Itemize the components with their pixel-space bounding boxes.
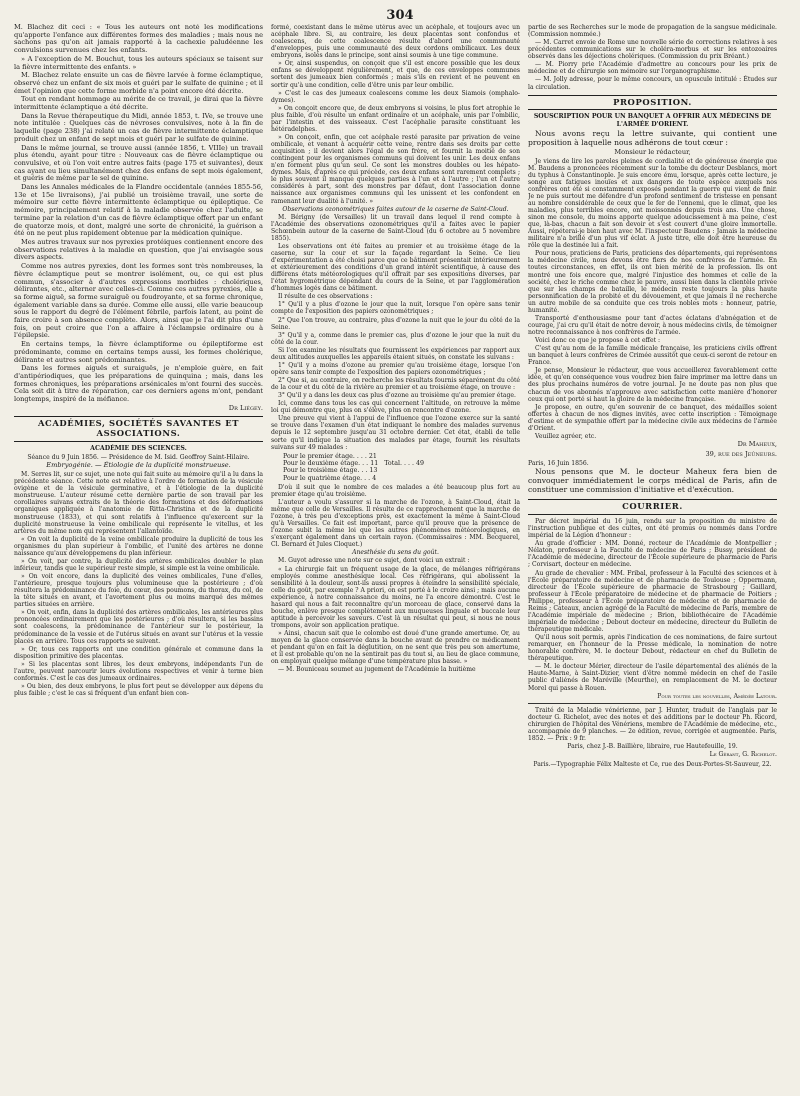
- column-2: [271, 24, 520, 1090]
- paragraph: 2° Que l'on trouve, au contraire, plus d'ozone la nuit que le jour du côté de la Seine.: [271, 316, 520, 331]
- paragraph: — M. Carret envoie de Rome une nouvelle série de corrections relatives à ses précédentes communications sur le choléra-morbus et sur les entozoaires observés dans les déjections cholériques. (Commission du prix Bréant.): [528, 39, 777, 61]
- row-value: 4: [372, 474, 377, 482]
- paragraph: — M. Jolly adresse, pour le même concours, un opuscule intitulé : Études sur la circulation.: [528, 76, 777, 91]
- paragraph: « La chirurgie fait un fréquent usage de la glace, de mélanges réfrigérans employés comme anesthésique local. Ces réfrigérans, qui abolissent la sensibilité à la douleur, sont-ils aussi propres à éteindre la sensibilité spéciale, celle du goût, par exemple ? A priori, on est porté à le croire ainsi ; mais aucune expérience, à notre connaissance du moins, ne l'a encore démontré. C'est le hasard qui nous a fait reconnaître qu'un morceau de glace, conservé dans la bouche, enlève presque complètement aux muqueuses linguale et buccale leur aptitude à percevoir les saveurs. C'est là un résultat qui peut, si nous ne nous trompons, avoir son application pratique.: [271, 565, 520, 629]
- paragraph: formé, coexistant dans le même utérus avec un acéphale, et toujours avec un acéphale libre. Si, au contraire, les deux placentas sont confondus et coalescens, de cette coalescence résulte d'abord une communauté d'enveloppes, puis une communauté des deux cordons ombilicaux. Les deux embryons, isolés dans le principe, sont ainsi soumis à une tige commune.: [271, 24, 520, 60]
- paragraph: Tout en rendant hommage au mérite de ce travail, je dirai que la fièvre intermittente éclamptique a été décrite.: [14, 95, 263, 112]
- paragraph: » On voit, par contre, la duplicité des artères ombilicales doubler le plan inférieur, tandis que le supérieur reste simple, si simple est la veine ombilicale.: [14, 557, 263, 572]
- table-row: [283, 467, 520, 474]
- table-row: [283, 453, 520, 460]
- paragraph: 3° Qu'il y a, comme dans le premier cas, plus d'ozone le jour que la nuit du côté de la cour.: [271, 331, 520, 346]
- observations-title: Observations ozonométriques faites autour de la caserne de Saint-Cloud.: [282, 205, 509, 213]
- souscription-title: SOUSCRIPTION POUR UN BANQUET A OFFRIR AUX MÉDECINS DE L'ARMÉE D'ORIENT.: [533, 113, 772, 128]
- paragraph: 1° Qu'il y a moins d'ozone au premier qu'au troisième étage, lorsque l'on opère sans tenir compte de l'exposition des papiers ozonométriques ;: [271, 361, 520, 376]
- paragraph: Au grade d'officier : MM. Donné, recteur de l'Académie de Montpellier ; Nélaton, professeur à la Faculté de médecine de Paris ; Bussy, président de l'Académie de médecine, directeur de l'École supérieure de pharmacie de Paris ; Corvisart, docteur en médecine.: [528, 540, 777, 569]
- paragraph: 2° Que si, au contraire, on recherche les résultats fournis séparément du côté de la cour et du côté de la rivière au premier et au troisième étage, on trouve :: [271, 377, 520, 392]
- courrier-title: COURRIER.: [528, 499, 777, 515]
- row-label: Pour le deuxième étage. . .: [283, 459, 369, 467]
- divider: [528, 703, 777, 704]
- page-number: 304: [386, 8, 414, 23]
- paragraph: Mes autres travaux sur nos pyrexies protéiques contiennent encore des observations relatives à la maladie en question, que j'ai envisagée sous divers aspects.: [14, 237, 263, 262]
- patients-table: [283, 453, 520, 482]
- column-3: [528, 24, 777, 1090]
- paragraph: 1° Qu'il y a plus d'ozone le jour que la nuit, lorsque l'on opère sans tenir compte de l'exposition des papiers ozonométriques ;: [271, 301, 520, 316]
- session-line: Séance du 9 Juin 1856. — Présidence de M. Isid. Geoffroy Saint-Hilaire.: [27, 454, 250, 462]
- paragraph: C'est qu'au nom de la famille médicale française, les praticiens civils offrent un banquet à leurs confrères de Crimée aussitôt que ceux-ci seront de retour en France.: [528, 345, 777, 367]
- paragraph: Dans le même journal, se trouve aussi (année 1856, t. VIIIe) un travail plus étendu, ayant pour titre : Nouveaux cas de fièvre éclamptique ou convulsive, et où l'on voit entre autres faits (page 175 et suivantes), deux cas ayant eu lieu simultanément chez des enfans de sept mois également, et guéris de même par le sel de quinine.: [14, 143, 263, 183]
- paragraph: D'où il suit que le nombre de ces malades a été beaucoup plus fort au premier étage qu'au troisième.: [271, 483, 520, 498]
- signature: Dr Liégey.: [228, 403, 263, 412]
- paragraph: Qu'il nous soit permis, après l'indication de ces nominations, de faire surtout remarquer, en l'honneur de la Presse médicale, la nomination de notre honorable confrère, M. le docteur Debout, rédacteur en chef du Bulletin de thérapeutique.: [528, 634, 777, 663]
- paragraph: » On conçoit, enfin, que cet acéphale resté parasite par privation de veine ombilicale, et venant à acquérir cette veine, rentre dans ses droits par cette acquisition ; il devient alors l'égal de son frère, et fournit la moitié de son contingent pour les organismes communs qui doivent les unir. Les deux enfans n'en forment plus qu'un seul. Ce sont les monstres doubles ou les hépato-dymes. Mais, d'après ce qui précède, ces deux enfans sont rarement complets ; le plus souvent il manque quelques parties à l'un et à l'autre ; l'un et l'autre considérés à part, sont des monstres par défaut, dont l'association donne naissance aux organismes communs qui les unissent et les confondent en ramenant leur dualité à l'unité. »: [271, 133, 520, 205]
- paragraph: Ici, comme dans tous les cas qui concernent l'altitude, on retrouve la même loi qui démontre que, plus on s'élève, plus on rencontre d'ozone.: [271, 400, 520, 415]
- paragraph: Veuillez agréer, etc.: [535, 432, 597, 440]
- paragraph: « On voit la duplicité de la veine ombilicale produire la duplicité de tous les organismes du plan supérieur à l'ombilic, et l'unité des artères ne donne naissance qu'aux développemens du plan inférieur.: [14, 535, 263, 557]
- book-notice: Traité de la Maladie vénérienne, par J. Hunter, traduit de l'anglais par le docteur G. Richelot, avec des notes et des additions par le docteur Ph. Ricord, chirurgien de l'hôpital des Vénériens, membre de l'Académie de médecine, etc., accompagnée de 9 planches. — 2e édition, revue, corrigée et augmentée. Paris, 1852. — Prix : 9 fr.: [528, 706, 777, 742]
- section-title: ACADÉMIES, SOCIÉTÉS SAVANTES ET ASSOCIATIONS.: [14, 416, 263, 442]
- paragraph: Transporté d'enthousiasme pour tant d'actes éclatans d'abnégation et de courage, j'ai cru qu'il était de notre devoir, à nous médecins civils, de témoigner notre reconnaissance à nos confrères de l'armée.: [528, 314, 777, 336]
- letter-address: 39, rue des Jeûneurs.: [705, 449, 777, 458]
- paragraph: Dans les formes aiguës et suraiguës, je n'emploie guère, en fait d'antipériodiques, que les préparations de quinquina ; mais, dans les formes chroniques, les préparations arsénicales m'ont fourni des succès. Cela soit dit à titre de réparation, car ces derniers agens m'ont, pendant longtemps, inspiré de la méfiance.: [14, 364, 263, 404]
- paragraph: » A l'exception de M. Bouchut, tous les auteurs spéciaux se taisent sur la fièvre intermittente des enfants. »: [14, 54, 263, 71]
- paragraph: » On voit encore, dans la duplicité des veines ombilicales, l'une d'elles, l'antérieure, presque toujours plus volumineuse que la postérieure ; d'où résultera la prédominance du foie, du cœur, des poumons, du thorax, du col, de la tête situés en avant, et l'avortement plus ou moins marqué des mêmes parties situées en arrière.: [14, 573, 263, 609]
- paragraph: Dans la Revue thérapeutique du Midi, année 1853, t. IVe, se trouve une note intitulée : Quelques cas de névroses convulsives, note à la fin de laquelle (page 238) j'ai relaté un cas de fièvre intermittente éclamptique produit chez un enfant de sept mois et guéri par le sulfate de quinine.: [14, 111, 263, 143]
- row-label: Pour le quatrième étage. . .: [283, 474, 371, 482]
- paragraph: Je pense, Monsieur le rédacteur, que vous accueillerez favorablement cette idée, et qu'en conséquence vous voudrez bien faire imprimer ma lettre dans un des plus prochains numéros de votre journal. Je ne doute pas non plus que chacun de vos abonnés n'approuve avec satisfaction cette manière d'honorer ceux qui ont porté si haut la gloire de la médecine française.: [528, 367, 777, 403]
- paragraph: Je viens de lire les paroles pleines de cordialité et de généreuse énergie que M. Baudens a prononcées récemment sur la tombe du docteur Desblancs, mort du typhus à Constantinople. Je suis encore ému, lorsque, après cette lecture, je songe aux fatigues inouïes et aux dangers de toute espèce auxquels nos confrères ont été si constamment exposés pendant la guerre qui vient de finir. Je ne puis surtout me défendre d'un profond sentiment de tristesse en pensant au nombre considérable de ceux que le fer de l'ennemi, que le climat, que les maladies, plus terribles encore, ont moissonnés depuis trois ans. Une chose, sinon me console, du moins apporte quelque adoucissement à ma peine, c'est que, là-bas, chacun a fait son devoir et s'est couvert d'une gloire immortelle. Aussi, répéterai-je bien haut avec M. l'inspecteur Baudens : Jamais la médecine militaire n'a brillé d'un plus vif éclat. A juste titre, elle doit être heureuse du rôle que la destinée lui a fait.: [528, 157, 777, 250]
- paragraph: » Or, tous ces rapports ont une condition générale et commune dans la disposition primitive des placentas.: [14, 645, 263, 660]
- table-total: Total. . . . 49: [384, 459, 425, 467]
- row-value: 11: [370, 459, 379, 467]
- academy-report: [14, 471, 263, 697]
- paragraph: M. Blachez relate ensuite un cas de fièvre larvée à forme éclamptique, observé chez un enfant de six mois et guéri par le sulfate de quinine ; et il émet l'opinion que cette forme morbide n'a point encore été décrite.: [14, 71, 263, 95]
- paragraph: Je propose, en outre, qu'en souvenir de ce banquet, des médailles soient offertes à chacun de nos dignes invités, avec cette inscription : Témoignage d'estime et de sympathie offert par la médecine civile aux médecins de l'armée d'Orient.: [528, 403, 777, 432]
- letter-signature: Dr Maheux,: [737, 439, 777, 448]
- paragraph: » Or, ainsi suspendus, on conçoit que s'il est encore possible que les deux enfans se développent régulièrement, et que, de ces enveloppes communes sortent des jumeaux bien conformés ; mais s'ils en revient et ne peuvent en sortir qu'à une condition, celle d'être unis par leur ombilic.: [271, 60, 520, 89]
- courrier-body: [528, 518, 777, 769]
- proposition-title: PROPOSITION.: [528, 95, 777, 111]
- paragraph: M. Guyot adresse une note sur ce sujet, dont voici un extrait :: [278, 557, 470, 565]
- paragraph: Au grade de chevalier : MM. Fribal, professeur à la Faculté des sciences et à l'École préparatoire de médecine et de pharmacie de Toulouse ; Oppermann, directeur de l'École supérieure de pharmacie de Strasbourg ; Gaillard, professeur à l'École préparatoire de médecine et de pharmacie de Poitiers ; Philippe, professeur à l'École préparatoire de médecine et de pharmacie de Reims ; Cateaux, ancien agrégé de la Faculté de médecine de Paris, membre de l'Académie impériale de médecine ; Brion, bibliothécaire de l'Académie impériale de médecine ; Debout docteur en médecine, directeur du Bulletin de thérapeutique médicale.: [528, 569, 777, 634]
- paragraph: — M. Piorry prie l'Académie d'admettre au concours pour les prix de médecine et de chirurgie son mémoire sur l'organographisme.: [528, 61, 777, 76]
- paragraph: » Ou bien, des deux embryons, le plus fort peut se développer aux dépens du plus faible ; c'est le cas si fréquent d'un enfant bien con-: [14, 682, 263, 697]
- intro-text: Nous avons reçu la lettre suivante, qui contient une proposition à laquelle nous adhérons de tout cœur :: [528, 128, 777, 147]
- printer-line: Paris.—Typographie Félix Malteste et Ce, rue des Deux-Portes-St-Sauveur, 22.: [533, 761, 772, 769]
- letter-date: Paris, 16 Juin 1856.: [528, 460, 589, 468]
- conclusion-text: Nous pensons que M. le docteur Maheux fera bien de convoquer immédiatement le corps médical de Paris, afin de constituer une commission d'initiative et d'exécution.: [528, 467, 777, 495]
- salutation: Monsieur le rédacteur,: [614, 147, 691, 156]
- table-row: [283, 460, 520, 467]
- paragraph: — M. le docteur Mérier, directeur de l'asile départemental des aliénés de la Haute-Marne, à Saint-Dizier, vient d'être nommé médecin en chef de l'asile public d'aliénés de Maréville (Meurthe), en remplacement de M. le docteur Morel qui passe à Rouen.: [528, 663, 777, 692]
- column-1: [14, 24, 263, 1090]
- paragraph: M. Serres lit, sur ce sujet, une note qui fait suite au mémoire qu'il a lu dans la précédente séance. Cette note est relative à l'ordre de formation de la vésicule ovigène et de la vésicule germinative, et à l'étiologie de la duplicité monstrueuse. L'auteur résume cette dernière partie de son travail par les corollaires suivans extraits de la théorie des formations et des déformations organiques appliquée à l'anatomie de Ritta-Christina et de la duplicité monstrueuse (1833), et qui sont relatifs à l'influence qu'exercent sur la duplicité monstrueuse la veine ombilicale qui représente le vitellus, et les artères du même nom qui représentent l'allantoïde.: [14, 471, 263, 535]
- paragraph: » C'est le cas des jumeaux coalescens comme les deux Siamois (omphalo-dymes).: [271, 89, 520, 104]
- paragraph: — M. Bouniceau soumet au jugement de l'Académie la huitième: [278, 666, 476, 674]
- paragraph: Il résulte de ces observations :: [278, 293, 373, 301]
- paragraph: Une preuve qui vient à l'appui de l'influence que l'ozone exerce sur la santé se trouve dans l'examen d'un état indiquant le nombre des malades survenus depuis le 12 septembre jusqu'au 31 octobre dernier. Cet état, établi de telle sorte qu'il indique la situation des malades par étage, fournit les résultats suivans sur 49 malades :: [271, 415, 520, 451]
- paragraph: 3° Qu'il y a dans les deux cas plus d'ozone au troisième qu'au premier étage.: [278, 392, 516, 400]
- letter-body: [528, 158, 777, 440]
- paragraph: » On conçoit encore que, de deux embryons si voisins, le plus fort atrophie le plus faible, d'où résulte un enfant ordinaire et un acéphale, unis par l'ombilic, par l'intestin et des vaisseaux. C'est l'acéphalie parasite constituant les hétéradelphes.: [271, 104, 520, 133]
- paragraph: M. Bérigny (de Versailles) lit un travail dans lequel il rend compte à l'Académie des observations ozonométriques qu'il a faites avec le papier Schœnbein autour de la caserne de Saint-Cloud (du 6 octobre au 5 novembre 1855).: [271, 213, 520, 242]
- paragraph: » Si les placentas sont libres, les deux embryons, indépendants l'un de l'autre, peuvent parcourir leurs évolutions respectives et venir à terme bien conformés. C'est le cas des jumeaux ordinaires.: [14, 660, 263, 682]
- anesthesie-title: Anesthésie du sens du goût.: [352, 549, 439, 557]
- paragraph: Comme nos autres pyrexies, dont les formes sont très nombreuses, la fièvre éclamptique peut se montrer isolément, ou, ce qui est plus commun, s'associer à d'autres expressions morbides : cholériques, délirantes, etc., alterner avec celles-ci. Comme ces autres pyrexies, elle a sa forme aiguë, sa forme suraiguë ou foudroyante, et sa forme chronique, également variable dans sa durée. Comme elle aussi, elle varie beaucoup sous le rapport du degré de l'élément fébrile, parfois latent, au point de faire croire à son absence complète. Alors, ainsi que je l'ai dit plus d'une fois, on peut croire que l'on a affaire à l'éclampsie ordinaire ou à l'épilepsie.: [14, 262, 263, 340]
- row-label: Pour le troisième étage. . .: [283, 467, 368, 475]
- paragraph: Par décret impérial du 16 juin, rendu sur la proposition du ministre de l'instruction publique et des cultes, ont été promus ou nommés dans l'ordre impérial de la Légion d'honneur :: [528, 518, 777, 540]
- topic-title: Embryogénie. — Étiologie de la duplicité monstrueuse.: [46, 461, 231, 470]
- row-label: Pour le premier étage. . . .: [283, 452, 367, 460]
- paragraph: Voici donc ce que je propose à cet effet :: [535, 337, 661, 345]
- book-publisher: Paris, chez J.-B. Baillière, libraire, rue Hautefeuille, 19.: [567, 742, 738, 750]
- paragraph: L'auteur a voulu s'assurer si la marche de l'ozone, à Saint-Cloud, était la même que celle de Versailles. Il résulte de ce rapprochement que la marche de l'ozone, à très peu d'exceptions près, est exactement la même à Saint-Cloud qu'à Versailles. Ce fait est important, parce qu'il prouve que la présence de l'ozone subit la même loi que les autres phénomènes météorologiques, en s'exerçant également dans un certain rayon. (Commissaires : MM. Becquerel, Cl. Bernard et Jules Cloquet.): [271, 498, 520, 549]
- paragraph: » On voit, enfin, dans la duplicité des artères ombilicales, les antérieures plus prononcées ordinairement que les postérieures ; d'où résultera, si les bassins sont coalescens, la prédominance de l'antérieur sur le postérieur, la prédominance de la vessie et de l'utérus situés en avant sur l'utérus et la vessie placés en arrière. Tous ces rapports se suivent.: [14, 609, 263, 645]
- academy-title: ACADÉMIE DES SCIENCES.: [90, 445, 187, 453]
- paragraph: En certains temps, la fièvre éclamptiforme ou épileptiforme est prédominante, comme en certains temps aussi, les formes cholérique, délirante et autres sont prédominantes.: [14, 340, 263, 364]
- paragraph: Pour nous, praticiens de Paris, praticiens des départements, qui représentons la médecine civile, nous devons être fiers de nos confrères de l'armée. En toutes circonstances, en effet, ils ont bien mérité de la profession. Ils ont montré une fois encore que, malgré l'injustice des hommes et celle de la société, chez le riche comme chez le pauvre, aussi bien dans la clientèle privée que sur les champs de bataille, le médecin reste toujours la plus haute personnification de la probité et du dévouement, et que jamais il ne recherche un autre mobile de sa conduite que ces trois nobles mots : honneur, patrie, humanité.: [528, 250, 777, 314]
- row-value: 13: [369, 467, 378, 475]
- paragraph: Si l'on examine les résultats que fournissent les expériences par rapport aux deux altitudes auxquelles les appareils étaient situés, on constate les suivans :: [271, 346, 520, 361]
- paragraph: partie de ses Recherches sur le mode de propagation de la sangsue médicinale. (Commission nommée.): [528, 24, 777, 39]
- columns: [14, 24, 786, 1090]
- paragraph: » Ainsi, chacun sait que le colombo est doué d'une grande amertume. Or, au moyen de la glace conservée dans la bouche avant de prendre ce médicament et pendant qu'on en fait la déglutition, on ne sent que très peu son amertume, et il est probable qu'on ne la sentirait pas du tout si, au lieu de glace commune, on employait quelque mélange d'une température plus basse. »: [271, 630, 520, 666]
- paragraph: M. Blachez dit ceci : « Tous les auteurs ont noté les modifications qu'apporte l'enfance aux différentes formes des maladies ; mais nous ne sachons pas qu'on ait jamais rapporté à la cachexie paludéenne les convulsions survenues chez les enfants.: [14, 24, 263, 55]
- table-row: [283, 475, 520, 482]
- gerant: Le Gérant, G. Richelot.: [709, 751, 777, 759]
- paragraph: Dans les Annales médicales de la Flandre occidentale (années 1855-56, 13e et 15e livraisons), j'ai publié un troisième travail, une sorte de mémoire sur cette fièvre intermittente éclamptique ou épileptique. Ce mémoire, principalement relatif à la maladie observée chez l'adulte, se termine par la relation d'un cas de fièvre éclamptique offert par un enfant de quatorze mois, et dont, malgré une sorte de chronicité, la guérison a été on ne peut plus rapidement obtenue par la médication quinique.: [14, 183, 263, 238]
- news-signature: Pour toutes les nouvelles, Amédée Latour.: [657, 692, 777, 700]
- academy-continued: [528, 24, 777, 91]
- paragraph: Les observations ont été faites au premier et au troisième étage de la caserne, sur la cour et sur la façade regardant la Seine. Ce lieu d'expérimentation a été choisi parce que ce bâtiment présentait intérieurement et extérieurement des conditions d'un grand intérêt scientifique, à cause des différens états météorologiques qu'il offrait par ses expositions diverses, par l'état hygrométrique dépendant du cours de la Seine, et par l'agglomération d'hommes logés dans ce bâtiment.: [271, 242, 520, 293]
- row-value: 21: [368, 452, 377, 460]
